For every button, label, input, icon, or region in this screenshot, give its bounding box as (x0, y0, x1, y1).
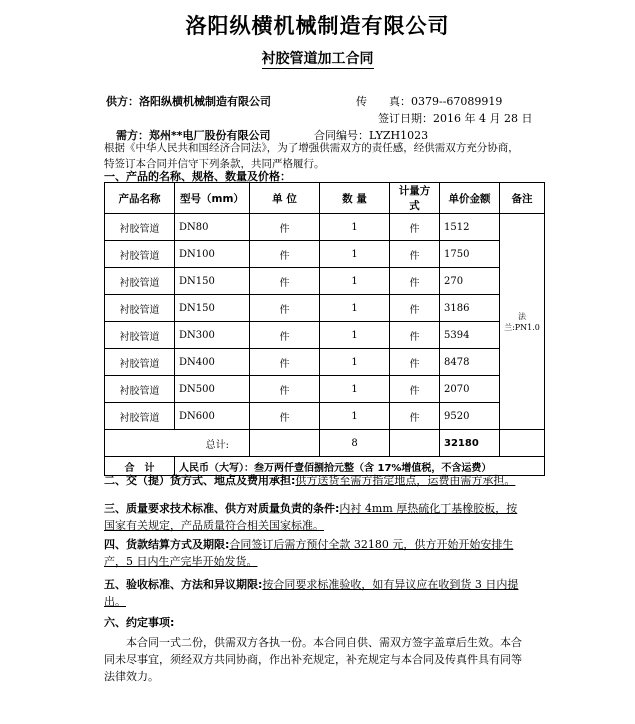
cell-amount: 270 (440, 268, 500, 295)
cell-unit: 件 (250, 268, 320, 295)
cell-measure: 件 (390, 241, 440, 268)
fax-label: 传 真： (356, 95, 411, 108)
cell-qty: 1 (320, 349, 390, 376)
cell-measure: 件 (390, 403, 440, 430)
cell-name: 衬胶管道 (105, 322, 175, 349)
cell-measure: 件 (390, 214, 440, 241)
cell-remark: 法兰:PN1.0 (500, 214, 545, 430)
total-qty: 8 (320, 430, 390, 457)
cell-name: 衬胶管道 (105, 241, 175, 268)
total-empty-cell (390, 430, 440, 457)
section1-title: 一、产品的名称、规格、数量及价格： (104, 170, 291, 183)
table-row (105, 268, 545, 295)
cell-amount: 1512 (440, 214, 500, 241)
section2-title: 二、交（提）货方式、地点及费用承担: (104, 474, 296, 487)
total-amount: 32180 (440, 430, 500, 457)
cell-unit: 件 (250, 322, 320, 349)
cell-amount: 1750 (440, 241, 500, 268)
cell-unit: 件 (250, 403, 320, 430)
section6-text: 本合同一式二份，供需双方各执一份。本合同自供、需双方签字盖章后生效。本合同未尽事宜，须经双方共同协商，作出补充规定，补充规定与本合同及传真件具有同等法律效力。 (104, 636, 522, 683)
cell-unit: 件 (250, 241, 320, 268)
company-title: 洛阳纵横机械制造有限公司 (185, 14, 450, 38)
table-header-row (105, 183, 545, 214)
product-table (104, 182, 545, 476)
cell-model: DN150 (175, 295, 250, 322)
cell-qty: 1 (320, 241, 390, 268)
cell-name: 衬胶管道 (105, 295, 175, 322)
cell-qty: 1 (320, 268, 390, 295)
table-row (105, 241, 545, 268)
buyer-name: 郑州**电厂股份有限公司 (149, 129, 271, 142)
sign-date-line (378, 110, 532, 126)
sign-date-label: 签订日期： (378, 112, 433, 125)
cell-measure: 件 (390, 268, 440, 295)
table-row (105, 349, 545, 376)
sign-date-value: 2016 年 4 月 28 日 (433, 112, 533, 125)
total-empty-cell (250, 430, 320, 457)
contract-no-value: LYZH1023 (369, 129, 429, 142)
cell-model: DN80 (175, 214, 250, 241)
section5 (104, 576, 518, 592)
total-row (105, 430, 545, 457)
section3-text-1: 内衬 4mm 厚热硫化丁基橡胶板，按 (339, 502, 518, 515)
supplier-name: 洛阳纵横机械制造有限公司 (139, 95, 271, 108)
section4 (104, 536, 513, 552)
col-header-remark: 备注 (500, 183, 545, 214)
cell-qty: 1 (320, 403, 390, 430)
cell-model: DN600 (175, 403, 250, 430)
contract-no-label: 合同编号： (314, 129, 369, 142)
cell-amount: 8478 (440, 349, 500, 376)
cell-measure: 件 (390, 349, 440, 376)
section2 (104, 472, 515, 488)
total-remark-cell (500, 430, 545, 457)
cell-unit: 件 (250, 349, 320, 376)
section4-text-2: 产，5 日内生产完毕开始发货。 (104, 555, 258, 568)
sum-label: 合 计 (105, 457, 175, 476)
cell-qty: 1 (320, 214, 390, 241)
table-row (105, 376, 545, 403)
section4-text-1: 合同签订后需方预付全款 32180 元，供方开始开始安排生 (229, 538, 514, 551)
section5-text-1: 按合同要求标准验收，如有异议应在收到货 3 日内提 (262, 578, 519, 591)
cell-name: 衬胶管道 (105, 403, 175, 430)
cell-measure: 件 (390, 295, 440, 322)
document-title-text: 衬胶管道加工合同 (261, 51, 374, 67)
section5-title: 五、验收标准、方法和异议期限: (104, 578, 263, 591)
section3-title: 三、质量要求技术标准、供方对质量负责的条件: (104, 502, 340, 515)
table-row (105, 214, 545, 241)
cell-model: DN400 (175, 349, 250, 376)
cell-name: 衬胶管道 (105, 349, 175, 376)
sum-amount-words: 人民币（大写）：叁万两仟壹佰捌拾元整（含 17%增值税，不含运费） (175, 457, 545, 476)
cell-qty: 1 (320, 322, 390, 349)
intro-paragraph: 根据《中华人民共和国经济合同法》，为了增强供需双方的责任感，经供需双方充分协商，特签订本合同并信守下列条款，共同严格履行。 (104, 142, 519, 170)
table-row (105, 322, 545, 349)
cell-name: 衬胶管道 (105, 214, 175, 241)
cell-model: DN500 (175, 376, 250, 403)
document-title (0, 48, 635, 68)
cell-model: DN150 (175, 268, 250, 295)
cell-unit: 件 (250, 214, 320, 241)
cell-model: DN100 (175, 241, 250, 268)
section3-text-2: 国家有关规定，产品质量符合相关国家标准。 (104, 519, 324, 532)
cell-measure: 件 (390, 376, 440, 403)
cell-amount: 5394 (440, 322, 500, 349)
supplier-line (106, 93, 271, 109)
total-label: 总计: (105, 430, 250, 457)
cell-measure: 件 (390, 322, 440, 349)
buyer-label: 需方： (116, 129, 149, 142)
section4-title: 四、货款结算方式及期限: (104, 538, 230, 551)
section2-text: 供方送货至需方指定地点，运费由需方承担。 (295, 474, 516, 487)
col-header-amount: 单价金额 (440, 183, 500, 214)
cell-amount: 2070 (440, 376, 500, 403)
col-header-measure: 计量方式 (390, 183, 440, 214)
cell-qty: 1 (320, 376, 390, 403)
section5-text-2: 出。 (104, 595, 126, 608)
section3 (104, 500, 517, 516)
cell-model: DN300 (175, 322, 250, 349)
table-row (105, 403, 545, 430)
cell-name: 衬胶管道 (105, 376, 175, 403)
cell-amount: 9520 (440, 403, 500, 430)
cell-name: 衬胶管道 (105, 268, 175, 295)
cell-qty: 1 (320, 295, 390, 322)
cell-amount: 3186 (440, 295, 500, 322)
col-header-name: 产品名称 (105, 183, 175, 214)
cell-unit: 件 (250, 295, 320, 322)
fax-value: 0379--67089919 (411, 95, 503, 108)
fax-line (356, 93, 502, 109)
col-header-qty: 数 量 (320, 183, 390, 214)
col-header-model: 型号（mm） (175, 183, 250, 214)
table-row (105, 295, 545, 322)
cell-unit: 件 (250, 376, 320, 403)
supplier-label: 供方： (106, 95, 139, 108)
col-header-unit: 单 位 (250, 183, 320, 214)
section6-title: 六、约定事项: (104, 616, 175, 629)
